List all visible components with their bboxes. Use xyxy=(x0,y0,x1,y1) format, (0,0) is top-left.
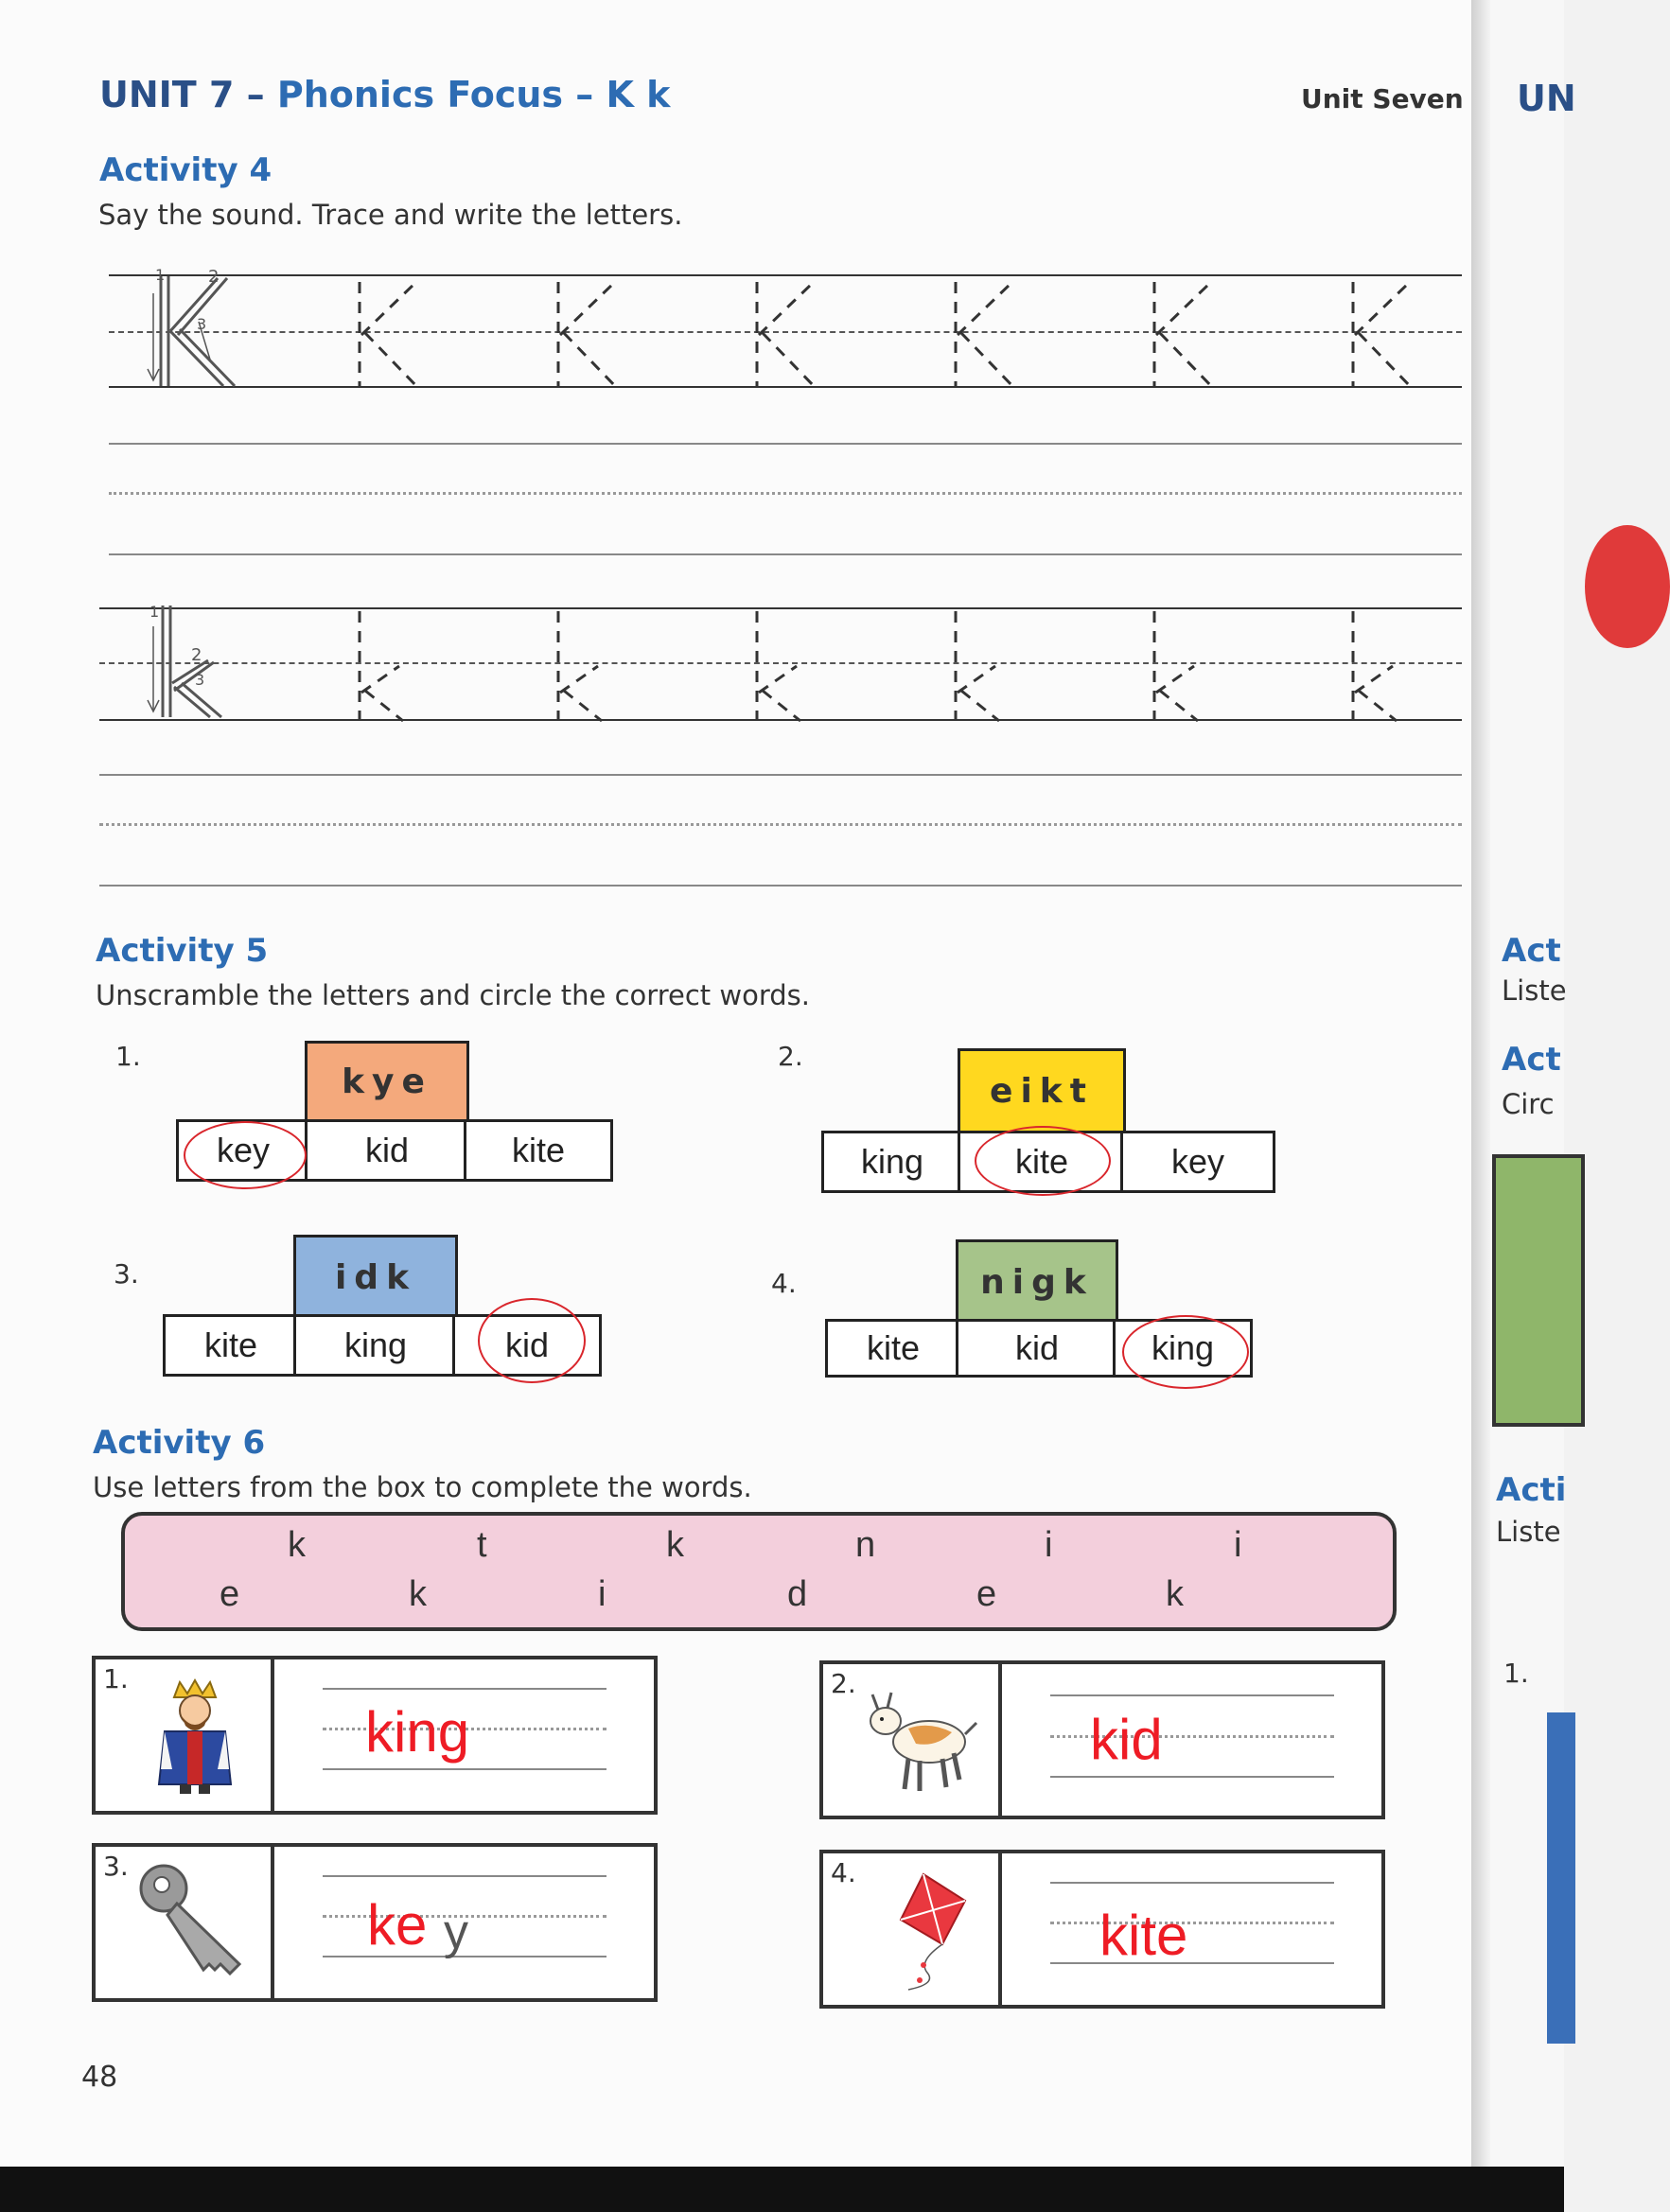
traceable-uppercase-k[interactable] xyxy=(946,272,1031,395)
traceable-lowercase-k[interactable] xyxy=(549,604,634,727)
word-option[interactable]: kid xyxy=(452,1314,602,1377)
box-letter: k xyxy=(288,1525,306,1565)
scrambled-letters: kye xyxy=(305,1041,469,1122)
card-number: 3. xyxy=(103,1851,129,1882)
card-number: 4. xyxy=(831,1857,856,1888)
word-option[interactable]: key xyxy=(1120,1131,1275,1193)
traceable-lowercase-k[interactable] xyxy=(350,604,435,727)
activity4-heading: Activity 4 xyxy=(99,151,272,189)
scrambled-letters: nigk xyxy=(956,1239,1118,1325)
scrambled-letters: eikt xyxy=(958,1048,1126,1133)
box-letter: k xyxy=(1166,1574,1184,1614)
facing-fragment: Liste xyxy=(1502,974,1567,1007)
facing-page-edge xyxy=(1490,0,1576,2176)
question-number: 4. xyxy=(771,1268,797,1299)
word-option[interactable]: king xyxy=(1113,1319,1253,1378)
word-card-2 xyxy=(819,1660,1385,1819)
question-number: 2. xyxy=(778,1041,803,1072)
model-uppercase-k xyxy=(142,265,255,397)
book-gutter xyxy=(1471,0,1490,2176)
key-icon xyxy=(135,1860,258,1983)
answer-circle xyxy=(1122,1315,1249,1389)
word-option[interactable]: king xyxy=(821,1131,963,1193)
box-letter: n xyxy=(855,1525,876,1565)
answer-circle xyxy=(975,1126,1111,1196)
answer-circle xyxy=(478,1298,586,1383)
question-number: 1. xyxy=(115,1041,141,1072)
traceable-uppercase-k[interactable] xyxy=(1344,272,1429,395)
box-letter: k xyxy=(666,1525,684,1565)
activity6-heading: Activity 6 xyxy=(93,1424,266,1462)
model-lowercase-k xyxy=(132,598,237,730)
answer-text: kid xyxy=(1090,1708,1163,1771)
facing-fragment: Circ xyxy=(1502,1088,1555,1120)
question-number: 3. xyxy=(114,1258,139,1290)
word-card-4 xyxy=(819,1850,1385,2009)
word-option[interactable]: kite xyxy=(958,1131,1126,1193)
stroke-number: 3 xyxy=(195,671,205,689)
traceable-uppercase-k[interactable] xyxy=(549,272,634,395)
word-option[interactable]: kite xyxy=(163,1314,299,1377)
traceable-uppercase-k[interactable] xyxy=(747,272,833,395)
traceable-lowercase-k[interactable] xyxy=(946,604,1031,727)
stroke-number: 3 xyxy=(197,315,207,333)
activity6-instruction: Use letters from the box to complete the words. xyxy=(93,1471,752,1503)
traceable-uppercase-k[interactable] xyxy=(1145,272,1230,395)
activity5-instruction: Unscramble the letters and circle the correct words. xyxy=(96,979,810,1011)
box-letter: e xyxy=(976,1574,997,1614)
activity5-heading: Activity 5 xyxy=(96,932,269,970)
stroke-number: 2 xyxy=(191,645,202,665)
traceable-lowercase-k[interactable] xyxy=(747,604,833,727)
facing-blue-strip xyxy=(1547,1712,1575,2044)
word-option[interactable]: key xyxy=(176,1119,310,1182)
traced-letter: y xyxy=(444,1905,468,1959)
scrambled-letters: idk xyxy=(293,1235,458,1320)
page-title: UNIT 7 – Phonics Focus – K k xyxy=(99,74,671,115)
facing-fragment: 1. xyxy=(1503,1658,1529,1689)
letter-box xyxy=(121,1512,1397,1631)
box-letter: t xyxy=(477,1525,487,1565)
traceable-lowercase-k[interactable] xyxy=(1344,604,1429,727)
facing-fragment: Acti xyxy=(1496,1471,1567,1509)
word-card-3 xyxy=(92,1843,658,2002)
answer-circle xyxy=(184,1121,307,1189)
answer-text: king xyxy=(365,1700,470,1764)
word-option[interactable]: kid xyxy=(305,1119,469,1182)
box-letter: d xyxy=(787,1574,808,1614)
scan-border xyxy=(0,2167,1564,2212)
activity4-instruction: Say the sound. Trace and write the letters. xyxy=(98,199,683,231)
unit-label: Unit Seven xyxy=(1301,83,1464,114)
word-option[interactable]: kid xyxy=(956,1319,1118,1378)
king-icon xyxy=(148,1678,242,1796)
page-number: 48 xyxy=(81,2061,118,2094)
word-option[interactable]: king xyxy=(293,1314,458,1377)
facing-title-fragment: UN xyxy=(1517,78,1576,119)
facing-green-box xyxy=(1492,1154,1585,1427)
goat-icon xyxy=(861,1685,984,1799)
card-number: 2. xyxy=(831,1668,856,1699)
stroke-number: 1 xyxy=(155,266,166,284)
facing-fragment: Act xyxy=(1502,932,1561,970)
box-letter: i xyxy=(598,1574,606,1614)
word-option[interactable]: kite xyxy=(464,1119,613,1182)
facing-fragment: Act xyxy=(1502,1041,1561,1079)
traceable-uppercase-k[interactable] xyxy=(350,272,435,395)
box-letter: i xyxy=(1045,1525,1053,1565)
stroke-number: 2 xyxy=(208,267,220,287)
answer-text: ke xyxy=(367,1893,428,1957)
card-number: 1. xyxy=(103,1663,129,1694)
word-option[interactable]: kite xyxy=(825,1319,961,1378)
word-card-1 xyxy=(92,1656,658,1815)
facing-fragment: Liste xyxy=(1496,1516,1561,1548)
answer-text: kite xyxy=(1099,1904,1188,1967)
box-letter: k xyxy=(409,1574,427,1614)
traceable-lowercase-k[interactable] xyxy=(1145,604,1230,727)
stroke-number: 1 xyxy=(149,603,160,621)
facing-red-shape xyxy=(1585,525,1670,648)
box-letter: i xyxy=(1234,1525,1242,1565)
kite-icon xyxy=(861,1867,984,1995)
box-letter: e xyxy=(220,1574,240,1614)
